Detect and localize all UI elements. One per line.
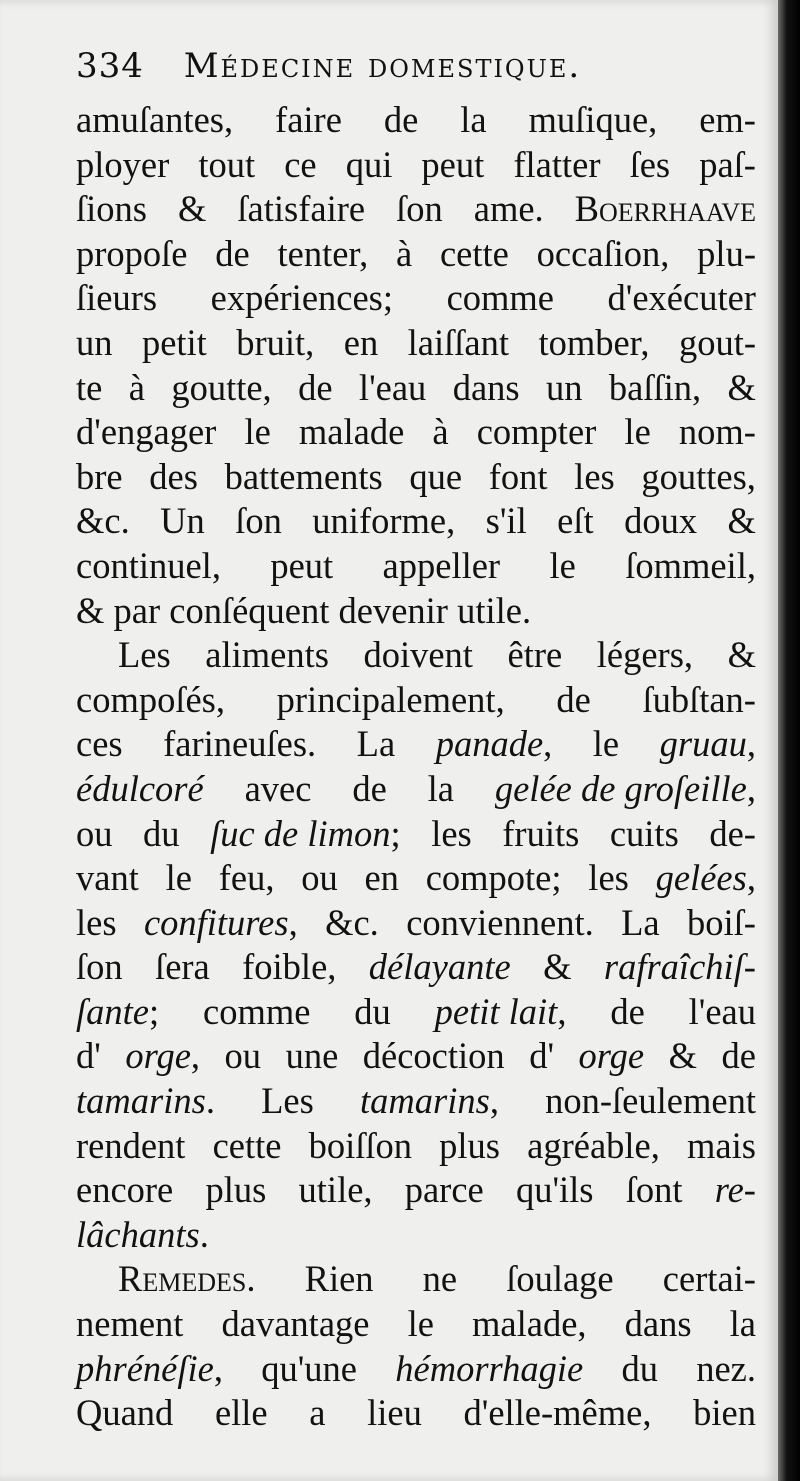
text-line: un petit bruit, en laiſſant tomber, gout-	[76, 321, 756, 363]
running-header	[76, 46, 581, 86]
text-line: compoſés, principalement, de ſubſtan-	[76, 678, 756, 720]
text-line: d'engager le malade à compter le nom-	[76, 411, 756, 453]
text-line: d' orge, ou une décoction d' orge & de	[76, 1035, 756, 1077]
text-line: continuel, peut appeller le ſommeil,	[76, 544, 756, 586]
text-line: ces farineuſes. La panade, le gruau,	[76, 723, 756, 765]
text-line: tamarins. Les tamarins, non-ſeulement	[76, 1080, 756, 1122]
text-line: & par conſéquent devenir utile.	[76, 589, 532, 631]
text-line: nement davantage le malade, dans la	[76, 1303, 756, 1345]
text-line: ſon ſera foible, délayante & rafraîchiſ-	[76, 946, 756, 988]
running-title: Médecine domestique.	[183, 46, 582, 86]
text-line: amuſantes, faire de la muſique, em-	[76, 99, 756, 140]
text-line: propoſe de tenter, à cette occaſion, plu-	[76, 232, 756, 274]
text-line: Quand elle a lieu d'elle-même, bien	[76, 1392, 756, 1434]
paragraph-start-line: Les aliments doivent être légers, &	[118, 634, 756, 676]
text-line: rendent cette boiſſon plus agréable, mais	[76, 1124, 756, 1166]
text-line: ou du ſuc de limon; les fruits cuits de-	[76, 812, 756, 854]
text-line: te à goutte, de l'eau dans un baſſin, &	[76, 366, 756, 408]
page-edge-shadow	[778, 0, 800, 1481]
text-line: les confitures, &c. conviennent. La boiſ-	[76, 901, 756, 943]
page-number: 334	[76, 46, 144, 86]
text-line: lâchants .	[76, 1213, 209, 1255]
text-line: ployer tout ce qui peut flatter ſes paſ-	[76, 143, 756, 185]
text-line: ſieurs expériences; comme d'exécuter	[76, 277, 756, 319]
text-line: encore plus utile, parce qu'ils ſont re-	[76, 1169, 756, 1211]
text-line: bre des battements que font les gouttes,	[76, 455, 756, 497]
text-line: vant le feu, ou en compote; les gelées,	[76, 857, 756, 899]
text-line: phrénéſie, qu'une hémorrhagie du nez.	[76, 1347, 756, 1389]
text-line: &c. Un ſon uniforme, s'il eſt doux &	[76, 500, 756, 542]
paragraph-start-line: Remedes. Rien ne ſoulage certai-	[118, 1258, 756, 1300]
text-line: ſante; comme du petit lait, de l'eau	[76, 990, 756, 1032]
body-text	[76, 98, 756, 1436]
text-line: ſions & ſatisfaire ſon ame. Boerrhaave	[76, 188, 756, 230]
text-line: édulcoré avec de la gelée de groſeille,	[76, 767, 756, 809]
